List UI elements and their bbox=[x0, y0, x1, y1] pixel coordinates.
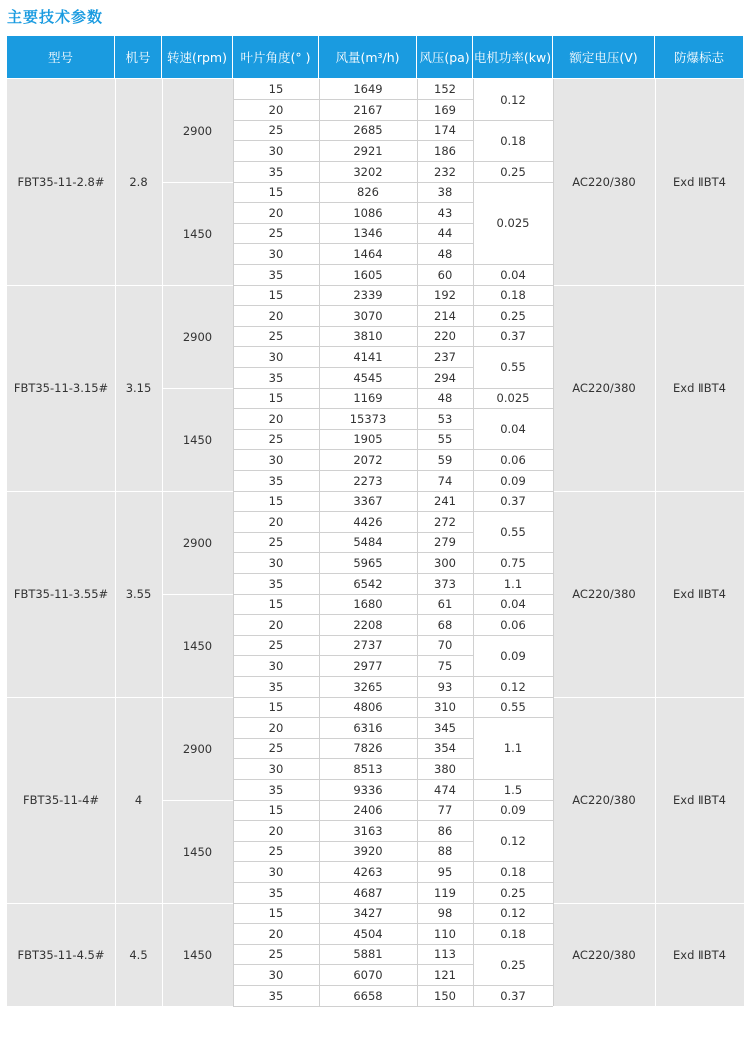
air-volume-cell: 6316 bbox=[353, 720, 383, 735]
spec-table bbox=[7, 36, 744, 1023]
angle-cell: 20 bbox=[268, 205, 284, 220]
air-volume-cell: 1464 bbox=[353, 247, 383, 262]
air-volume-cell: 8513 bbox=[353, 762, 383, 777]
pressure-cell: 310 bbox=[434, 700, 456, 715]
power-cell: 1.5 bbox=[503, 782, 523, 797]
angle-cell: 35 bbox=[268, 782, 284, 797]
pressure-cell: 98 bbox=[437, 906, 453, 921]
angle-cell: 15 bbox=[268, 185, 284, 200]
pressure-cell: 113 bbox=[434, 947, 456, 962]
power-cell: 0.75 bbox=[500, 556, 526, 571]
pressure-cell: 95 bbox=[437, 865, 453, 880]
pressure-cell: 279 bbox=[434, 535, 456, 550]
pressure-cell: 232 bbox=[434, 164, 456, 179]
power-cell: 0.37 bbox=[500, 329, 526, 344]
angle-cell: 35 bbox=[268, 164, 284, 179]
air-volume-cell: 4545 bbox=[353, 370, 383, 385]
ex-mark-cell: Exd ⅡBT4 bbox=[673, 793, 726, 807]
air-volume-cell: 2167 bbox=[353, 102, 383, 117]
power-cell: 0.18 bbox=[500, 133, 526, 148]
pressure-cell: 241 bbox=[434, 494, 456, 509]
pressure-cell: 93 bbox=[437, 679, 453, 694]
pressure-cell: 60 bbox=[437, 267, 453, 282]
air-volume-cell: 3427 bbox=[353, 906, 383, 921]
power-cell: 0.09 bbox=[500, 648, 526, 663]
angle-cell: 15 bbox=[268, 391, 284, 406]
pressure-cell: 300 bbox=[434, 556, 456, 571]
air-volume-cell: 1086 bbox=[353, 205, 383, 220]
pressure-cell: 174 bbox=[434, 123, 456, 138]
angle-cell: 30 bbox=[268, 659, 284, 674]
air-volume-cell: 1346 bbox=[353, 226, 383, 241]
speed-cell: 1450 bbox=[182, 947, 213, 962]
power-cell: 0.12 bbox=[500, 906, 526, 921]
column-divider bbox=[319, 79, 320, 1006]
pressure-cell: 48 bbox=[437, 247, 453, 262]
pressure-cell: 59 bbox=[437, 453, 453, 468]
air-volume-cell: 15373 bbox=[349, 411, 387, 426]
angle-cell: 30 bbox=[268, 865, 284, 880]
angle-cell: 25 bbox=[268, 432, 284, 447]
pressure-cell: 53 bbox=[437, 411, 453, 426]
angle-cell: 15 bbox=[268, 494, 284, 509]
speed-cell: 2900 bbox=[182, 535, 213, 550]
power-cell: 0.12 bbox=[500, 834, 526, 849]
speed-cell: 2900 bbox=[182, 741, 213, 756]
power-cell: 0.25 bbox=[500, 885, 526, 900]
pressure-cell: 86 bbox=[437, 823, 453, 838]
pressure-cell: 294 bbox=[434, 370, 456, 385]
angle-cell: 35 bbox=[268, 473, 284, 488]
pressure-cell: 61 bbox=[437, 597, 453, 612]
power-cell: 0.04 bbox=[500, 267, 526, 282]
air-volume-cell: 826 bbox=[357, 185, 379, 200]
voltage-cell: AC220/380 bbox=[572, 587, 636, 601]
pressure-cell: 373 bbox=[434, 576, 456, 591]
pressure-cell: 44 bbox=[437, 226, 453, 241]
air-volume-cell: 3265 bbox=[353, 679, 383, 694]
angle-cell: 30 bbox=[268, 144, 284, 159]
voltage-cell: AC220/380 bbox=[572, 175, 636, 189]
model-cell: FBT35-11-3.15# bbox=[13, 381, 109, 395]
air-volume-cell: 4687 bbox=[353, 885, 383, 900]
pressure-cell: 43 bbox=[437, 205, 453, 220]
ex-mark-cell: Exd ⅡBT4 bbox=[673, 587, 726, 601]
angle-cell: 15 bbox=[268, 803, 284, 818]
air-volume-cell: 1649 bbox=[353, 82, 383, 97]
angle-cell: 20 bbox=[268, 102, 284, 117]
angle-cell: 25 bbox=[268, 638, 284, 653]
column-divider bbox=[233, 79, 234, 1006]
power-cell: 0.06 bbox=[500, 617, 526, 632]
pressure-cell: 70 bbox=[437, 638, 453, 653]
air-volume-cell: 4263 bbox=[353, 865, 383, 880]
angle-cell: 15 bbox=[268, 700, 284, 715]
air-volume-cell: 9336 bbox=[353, 782, 383, 797]
speed-cell: 1450 bbox=[182, 226, 213, 241]
power-cell: 0.06 bbox=[500, 453, 526, 468]
air-volume-cell: 3810 bbox=[353, 329, 383, 344]
angle-cell: 35 bbox=[268, 885, 284, 900]
voltage-cell: AC220/380 bbox=[572, 793, 636, 807]
pressure-cell: 121 bbox=[434, 968, 456, 983]
power-cell: 0.25 bbox=[500, 308, 526, 323]
page-title: 主要技术参数 bbox=[7, 8, 104, 26]
column-header-5: 风量(m³/h) bbox=[319, 36, 417, 78]
pressure-cell: 74 bbox=[437, 473, 453, 488]
power-cell: 1.1 bbox=[503, 741, 523, 756]
voltage-cell: AC220/380 bbox=[572, 947, 636, 962]
power-cell: 0.09 bbox=[500, 803, 526, 818]
air-volume-cell: 2273 bbox=[353, 473, 383, 488]
pressure-cell: 77 bbox=[437, 803, 453, 818]
column-header-3: 转速(rpm) bbox=[162, 36, 233, 78]
pressure-cell: 68 bbox=[437, 617, 453, 632]
ex-mark-cell: Exd ⅡBT4 bbox=[673, 381, 726, 395]
air-volume-cell: 1169 bbox=[353, 391, 383, 406]
air-volume-cell: 1905 bbox=[353, 432, 383, 447]
column-divider bbox=[115, 79, 116, 1006]
angle-cell: 20 bbox=[268, 720, 284, 735]
column-header-4: 叶片角度(° ) bbox=[233, 36, 319, 78]
pressure-cell: 55 bbox=[437, 432, 453, 447]
air-volume-cell: 3163 bbox=[353, 823, 383, 838]
air-volume-cell: 2921 bbox=[353, 144, 383, 159]
pressure-cell: 237 bbox=[434, 350, 456, 365]
air-volume-cell: 1680 bbox=[353, 597, 383, 612]
pressure-cell: 354 bbox=[434, 741, 456, 756]
angle-cell: 30 bbox=[268, 350, 284, 365]
pressure-cell: 152 bbox=[434, 82, 456, 97]
column-header-6: 风压(pa) bbox=[417, 36, 473, 78]
air-volume-cell: 2977 bbox=[353, 659, 383, 674]
column-divider bbox=[655, 79, 656, 1006]
ex-mark-cell: Exd ⅡBT4 bbox=[673, 175, 726, 189]
angle-cell: 25 bbox=[268, 947, 284, 962]
column-header-7: 电机功率(kw) bbox=[473, 36, 553, 78]
angle-cell: 25 bbox=[268, 226, 284, 241]
column-header-2: 机号 bbox=[115, 36, 162, 78]
air-volume-cell: 4141 bbox=[353, 350, 383, 365]
row-divider bbox=[233, 1006, 473, 1007]
air-volume-cell: 3920 bbox=[353, 844, 383, 859]
column-divider bbox=[553, 79, 554, 1006]
angle-cell: 25 bbox=[268, 329, 284, 344]
column-divider bbox=[417, 79, 418, 1006]
model-divider-right bbox=[553, 1006, 744, 1007]
angle-cell: 20 bbox=[268, 617, 284, 632]
angle-cell: 35 bbox=[268, 988, 284, 1003]
model-cell: FBT35-11-4# bbox=[22, 793, 100, 807]
speed-cell: 2900 bbox=[182, 123, 213, 138]
air-volume-cell: 6542 bbox=[353, 576, 383, 591]
power-cell: 0.25 bbox=[500, 164, 526, 179]
pressure-cell: 75 bbox=[437, 659, 453, 674]
power-cell: 0.025 bbox=[496, 391, 530, 406]
angle-cell: 30 bbox=[268, 453, 284, 468]
angle-cell: 30 bbox=[268, 968, 284, 983]
voltage-cell: AC220/380 bbox=[572, 381, 636, 395]
angle-cell: 20 bbox=[268, 514, 284, 529]
pressure-cell: 220 bbox=[434, 329, 456, 344]
air-volume-cell: 5881 bbox=[353, 947, 383, 962]
speed-cell: 1450 bbox=[182, 844, 213, 859]
ex-mark-cell: Exd ⅡBT4 bbox=[673, 947, 726, 962]
pressure-cell: 186 bbox=[434, 144, 456, 159]
pressure-cell: 38 bbox=[437, 185, 453, 200]
angle-cell: 15 bbox=[268, 82, 284, 97]
column-header-9: 防爆标志 bbox=[655, 36, 744, 78]
angle-cell: 30 bbox=[268, 762, 284, 777]
angle-cell: 15 bbox=[268, 288, 284, 303]
air-volume-cell: 1605 bbox=[353, 267, 383, 282]
pressure-cell: 192 bbox=[434, 288, 456, 303]
air-volume-cell: 3070 bbox=[353, 308, 383, 323]
air-volume-cell: 3202 bbox=[353, 164, 383, 179]
power-divider bbox=[473, 1006, 553, 1007]
machine-number-cell: 2.8 bbox=[129, 175, 148, 189]
speed-cell: 1450 bbox=[182, 432, 213, 447]
air-volume-cell: 2072 bbox=[353, 453, 383, 468]
angle-cell: 20 bbox=[268, 823, 284, 838]
angle-cell: 30 bbox=[268, 556, 284, 571]
angle-cell: 25 bbox=[268, 844, 284, 859]
pressure-cell: 272 bbox=[434, 514, 456, 529]
air-volume-cell: 2208 bbox=[353, 617, 383, 632]
power-cell: 0.12 bbox=[500, 92, 526, 107]
air-volume-cell: 4504 bbox=[353, 926, 383, 941]
air-volume-cell: 2339 bbox=[353, 288, 383, 303]
power-cell: 0.37 bbox=[500, 494, 526, 509]
air-volume-cell: 7826 bbox=[353, 741, 383, 756]
air-volume-cell: 2406 bbox=[353, 803, 383, 818]
air-volume-cell: 5965 bbox=[353, 556, 383, 571]
machine-number-cell: 3.55 bbox=[125, 587, 152, 601]
angle-cell: 30 bbox=[268, 247, 284, 262]
machine-number-cell: 4 bbox=[134, 793, 143, 807]
pressure-cell: 88 bbox=[437, 844, 453, 859]
angle-cell: 25 bbox=[268, 535, 284, 550]
column-divider bbox=[162, 79, 163, 1006]
column-header-8: 额定电压(V) bbox=[553, 36, 655, 78]
power-cell: 0.18 bbox=[500, 926, 526, 941]
pressure-cell: 119 bbox=[434, 885, 456, 900]
air-volume-cell: 4806 bbox=[353, 700, 383, 715]
machine-number-cell: 4.5 bbox=[129, 947, 148, 962]
power-cell: 1.1 bbox=[503, 576, 523, 591]
angle-cell: 35 bbox=[268, 370, 284, 385]
angle-cell: 25 bbox=[268, 123, 284, 138]
pressure-cell: 474 bbox=[434, 782, 456, 797]
power-cell: 0.12 bbox=[500, 679, 526, 694]
power-cell: 0.18 bbox=[500, 865, 526, 880]
air-volume-cell: 6070 bbox=[353, 968, 383, 983]
angle-cell: 20 bbox=[268, 411, 284, 426]
angle-cell: 15 bbox=[268, 906, 284, 921]
power-cell: 0.37 bbox=[500, 988, 526, 1003]
pressure-cell: 169 bbox=[434, 102, 456, 117]
pressure-cell: 380 bbox=[434, 762, 456, 777]
power-cell: 0.18 bbox=[500, 288, 526, 303]
speed-cell: 1450 bbox=[182, 638, 213, 653]
power-cell: 0.04 bbox=[500, 422, 526, 437]
machine-number-cell: 3.15 bbox=[125, 381, 152, 395]
angle-cell: 35 bbox=[268, 576, 284, 591]
angle-cell: 20 bbox=[268, 308, 284, 323]
power-cell: 0.55 bbox=[500, 360, 526, 375]
model-cell: FBT35-11-3.55# bbox=[13, 587, 109, 601]
model-divider bbox=[7, 1006, 233, 1007]
power-cell: 0.55 bbox=[500, 525, 526, 540]
power-cell: 0.25 bbox=[500, 957, 526, 972]
angle-cell: 15 bbox=[268, 597, 284, 612]
angle-cell: 25 bbox=[268, 741, 284, 756]
air-volume-cell: 2737 bbox=[353, 638, 383, 653]
pressure-cell: 150 bbox=[434, 988, 456, 1003]
pressure-cell: 345 bbox=[434, 720, 456, 735]
model-cell: FBT35-11-2.8# bbox=[17, 175, 105, 189]
angle-cell: 35 bbox=[268, 679, 284, 694]
speed-cell: 2900 bbox=[182, 329, 213, 344]
column-header-1: 型号 bbox=[7, 36, 115, 78]
pressure-cell: 214 bbox=[434, 308, 456, 323]
angle-cell: 20 bbox=[268, 926, 284, 941]
column-divider bbox=[473, 79, 474, 1006]
air-volume-cell: 4426 bbox=[353, 514, 383, 529]
air-volume-cell: 3367 bbox=[353, 494, 383, 509]
power-cell: 0.04 bbox=[500, 597, 526, 612]
pressure-cell: 110 bbox=[434, 926, 456, 941]
air-volume-cell: 2685 bbox=[353, 123, 383, 138]
power-cell: 0.09 bbox=[500, 473, 526, 488]
model-cell: FBT35-11-4.5# bbox=[17, 947, 105, 962]
angle-cell: 35 bbox=[268, 267, 284, 282]
pressure-cell: 48 bbox=[437, 391, 453, 406]
power-cell: 0.55 bbox=[500, 700, 526, 715]
power-cell: 0.025 bbox=[496, 216, 530, 231]
air-volume-cell: 6658 bbox=[353, 988, 383, 1003]
air-volume-cell: 5484 bbox=[353, 535, 383, 550]
